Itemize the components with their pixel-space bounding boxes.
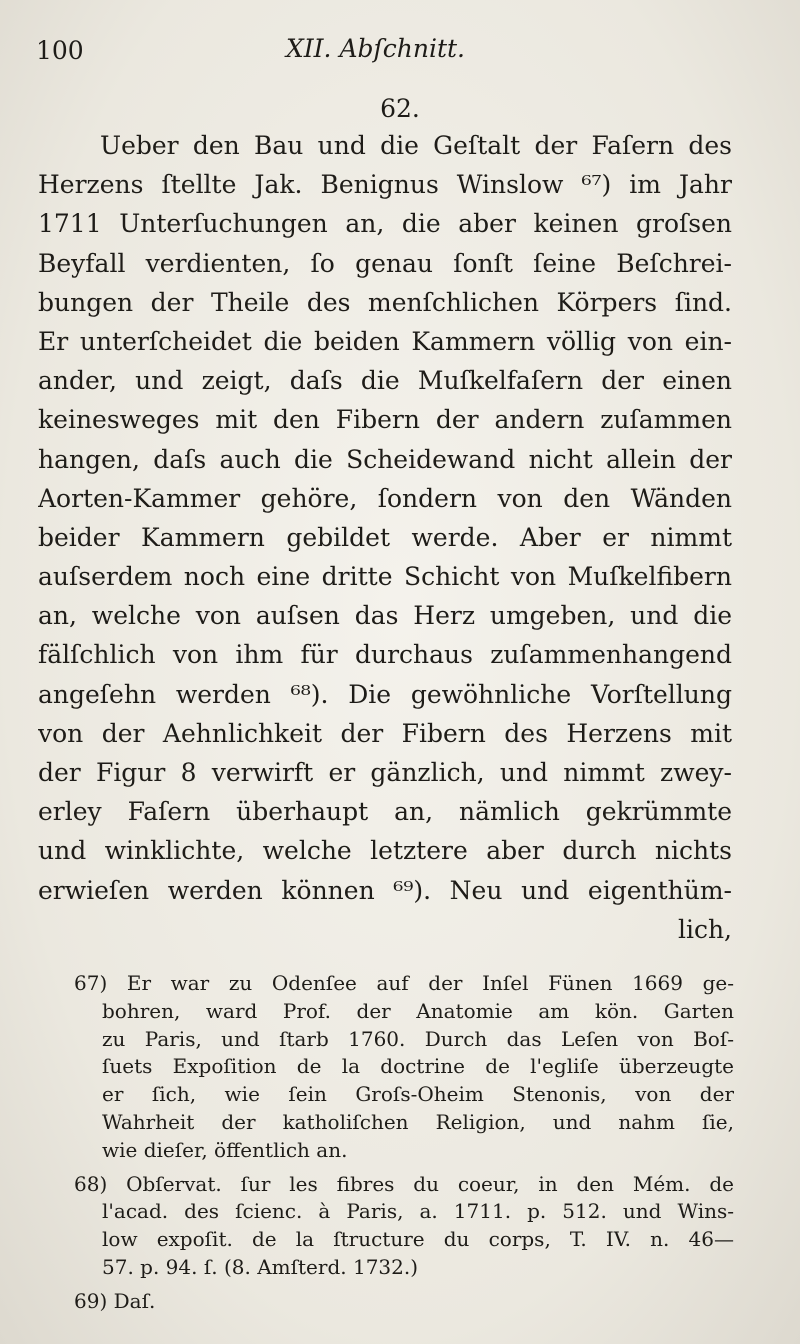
text-line: Beyfall verdienten, ſo genau ſonſt ſeine Beſchrei- — [38, 248, 732, 278]
catchword: lich, — [677, 914, 732, 944]
footnotes — [74, 970, 734, 1316]
text-line: keinesweges mit den Fibern der andern zuſammen — [38, 405, 732, 435]
footnote-line: low expoſit. de la ſtructure du corps, T. IV. n. 46— — [102, 1227, 734, 1252]
text-line: fälſchlich von ihm für durchaus zuſammenhangend — [38, 640, 732, 670]
footnote-line: Wahrheit der katholiſchen Religion, und nahm ſie, — [102, 1109, 734, 1134]
section-number: 62. — [380, 94, 420, 123]
footnote-67 — [74, 970, 734, 1165]
text-line: Er unterſcheidet die beiden Kammern völlig von ein- — [38, 326, 732, 356]
footnote-line: l'acad. des ſcienc. à Paris, a. 1711. p. 512. und Wins- — [102, 1199, 734, 1224]
text-line: und winklichte, welche letztere aber durch nichts — [38, 836, 732, 866]
page-header — [36, 30, 736, 70]
footnote-line: 57. p. 94. ſ. (8. Amſterd. 1732.) — [102, 1254, 419, 1279]
footnote-line: 68) Obſervat. ſur les fibres du coeur, in den Mém. de — [74, 1171, 734, 1196]
text-line: erley Faſern überhaupt an, nämlich gekrümmte — [38, 797, 732, 827]
text-line: 1711 Unterſuchungen an, die aber keinen groſsen — [38, 209, 732, 239]
footnote-line: bohren, ward Prof. der Anatomie am kön. Garten — [102, 998, 734, 1023]
text-line: der Figur 8 verwirft er gänzlich, und nimmt zwey- — [38, 758, 732, 787]
text-line: Herzens ſtellte Jak. Benignus Winslow ⁶⁷) im Jahr — [38, 170, 732, 200]
footnote-line: 69) Daſ. — [74, 1288, 156, 1313]
text-line: beider Kammern gebildet werde. Aber er nimmt — [38, 522, 732, 552]
footnote-line: 67) Er war zu Odenſee auf der Inſel Fünen 1669 ge- — [74, 971, 734, 995]
footnote-line: ſuets Expoſition de la doctrine de l'egliſe überzeugte — [102, 1054, 734, 1079]
footnote-68 — [74, 1171, 734, 1282]
footnote-line: er ſich, wie ſein Groſs-Oheim Stenonis, von der — [102, 1082, 734, 1107]
page-number: 100 — [36, 36, 84, 65]
text-line: Ueber den Bau und die Geſtalt der Faſern des — [100, 131, 732, 160]
text-line: hangen, daſs auch die Scheidewand nicht allein der — [38, 444, 732, 474]
text-line: bungen der Theile des menſchlichen Körpers ſind. — [38, 287, 732, 317]
text-line: auſserdem noch eine dritte Schicht von Muſkelfibern — [38, 562, 732, 592]
text-line: angeſehn werden ⁶⁸). Die gewöhnliche Vorſtellung — [38, 679, 732, 709]
text-line: an, welche von auſsen das Herz umgeben, und die — [38, 601, 732, 631]
text-line: erwieſen werden können ⁶⁹). Neu und eigenthüm- — [38, 875, 732, 905]
text-line: ander, und zeigt, daſs die Muſkelfaſern der einen — [38, 366, 732, 396]
footnote-line: wie dieſer, öffentlich an. — [102, 1137, 348, 1162]
footnote-69 — [74, 1288, 734, 1316]
text-line: Aorten-Kammer gehöre, ſondern von den Wänden — [38, 483, 732, 513]
footnote-line: zu Paris, und ſtarb 1760. Durch das Leſen von Boſ- — [102, 1026, 734, 1051]
running-head: XII. Abſchnitt. — [286, 34, 465, 63]
text-line: von der Aehnlichkeit der Fibern des Herzens mit — [38, 718, 732, 748]
body-text — [38, 126, 732, 949]
